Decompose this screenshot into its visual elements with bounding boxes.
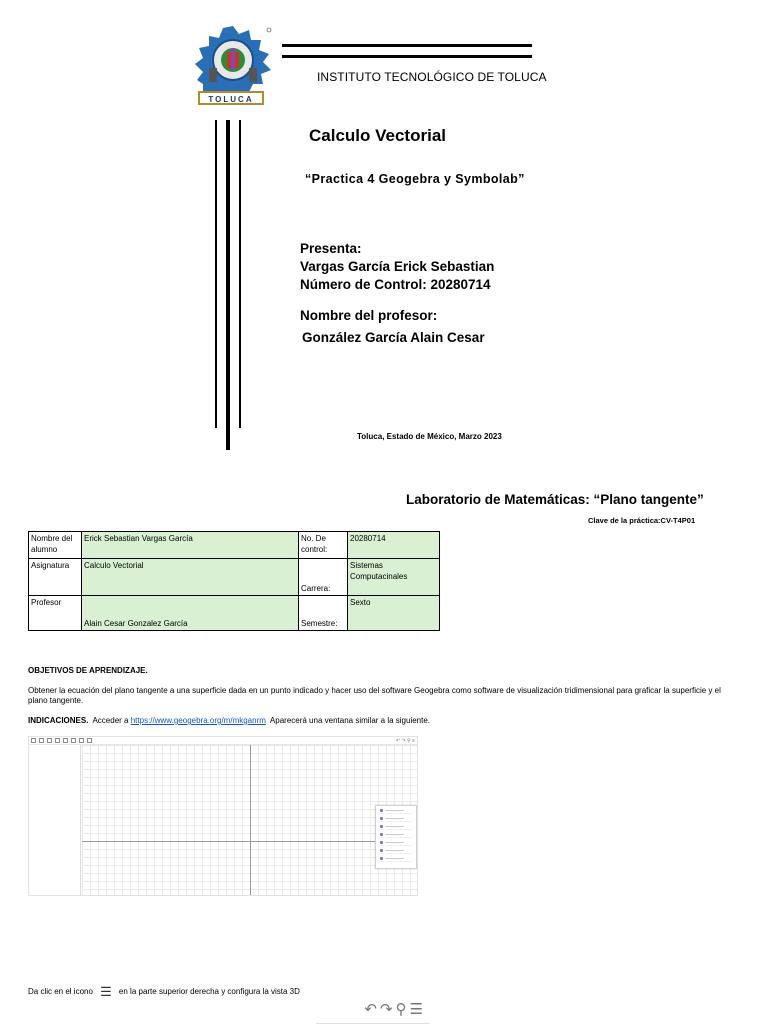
indications-label: INDICACIONES. [28,716,89,725]
course-title: Calculo Vectorial [309,126,446,145]
table-cell-value: Alain Cesar Gonzalez García [82,596,299,631]
header-rule-top [282,44,532,47]
presenter-block [300,240,494,294]
tool-icon [47,738,52,743]
place-date: Toluca, Estado de México, Marzo 2023 [357,432,502,441]
control-number: Número de Control: 20280714 [300,277,491,292]
toolbar-icons [364,1000,426,1018]
professor-label: Nombre del profesor: [300,308,438,323]
hamburger-menu-icon: ☰ [100,984,112,999]
tool-icon [87,738,92,743]
tool-icon [39,738,44,743]
geogebra-menu-panel [375,805,417,869]
geogebra-toolbar [29,737,418,745]
tool-icon [71,738,76,743]
table-cell-label: Asignatura [29,559,82,596]
student-info-table [28,531,440,631]
practice-key: Clave de la práctica:CV-T4P01 [588,516,696,525]
menu-instruction [28,982,300,998]
menu-row [379,815,413,822]
tool-icon [55,738,60,743]
table-cell-value: Sistemas Computacinales [348,559,440,596]
indications-line [28,716,430,725]
geogebra-screenshot [28,736,418,896]
table-cell-label: No. De control: [299,532,348,559]
table-cell-label: Nombre del alumno [29,532,82,559]
tool-icon [31,738,36,743]
table-cell-value: Sexto [348,596,440,631]
menu-row [379,807,413,814]
vertical-rule-left [215,120,217,428]
instruction-post: en la parte superior derecha y configura la vista 3D [118,987,300,996]
menu-row [379,847,413,854]
svg-text:TOLUCA: TOLUCA [208,95,254,104]
table-cell-value: Calculo Vectorial [82,559,299,596]
instruction-pre: Da clic en el icono [28,987,93,996]
menu-row [379,831,413,838]
toluca-logo [193,24,273,106]
table-row [29,532,440,559]
professor-name: González García Alain Cesar [302,330,485,345]
redo-icon: ↷ [379,1001,396,1018]
table-cell-label: Profesor [29,596,82,631]
tool-icon [79,738,84,743]
lab-title: Laboratorio de Matemáticas: “Plano tangente” [406,492,704,507]
undo-icon: ↶ [364,1001,380,1018]
indications-post: Aparecerá una ventana similar a la siguiente. [269,716,431,725]
practice-title: “Practica 4 Geogebra y Symbolab” [305,172,525,186]
table-row [29,559,440,596]
student-name: Vargas García Erick Sebastian [300,259,495,274]
menu-row [379,855,413,862]
presenta-label: Presenta: [300,241,362,256]
table-cell-value: 20280714 [348,532,440,559]
table-cell-label: Semestre: [299,596,348,631]
vertical-rule-right [239,120,241,428]
vertical-rule-center [226,120,230,450]
algebra-view [29,745,81,896]
menu-row [379,839,413,846]
toolbar-screenshot [316,998,430,1024]
y-axis [250,745,251,896]
objectives-heading: OBJETIVOS DE APRENDIZAJE. [28,666,148,675]
menu-row [379,823,413,830]
geogebra-link[interactable]: https://www.geogebra.org/m/mkganrm [130,716,266,725]
indications-pre: Acceder a [92,716,129,725]
header-rule-bottom [282,55,532,58]
institute-name: INSTITUTO TECNOLÓGICO DE TOLUCA [317,70,547,84]
objectives-text: Obtener la ecuación del plano tangente a una superficie dada en un punto indicado y hacer uso del software Geogebra como software de visualización tridimensional para graficar la superficie y el plano tangente. [28,686,721,705]
toolbar-right-icons: ↶ ↷ ⚲ ≡ [395,738,415,744]
table-cell-value: Erick Sebastian Vargas García [82,532,299,559]
hamburger-menu-icon: ☰ [409,1001,426,1018]
tool-icon [63,738,68,743]
search-icon: ⚲ [395,1001,410,1018]
table-row [29,596,440,631]
table-cell-label: Carrera: [299,559,348,596]
